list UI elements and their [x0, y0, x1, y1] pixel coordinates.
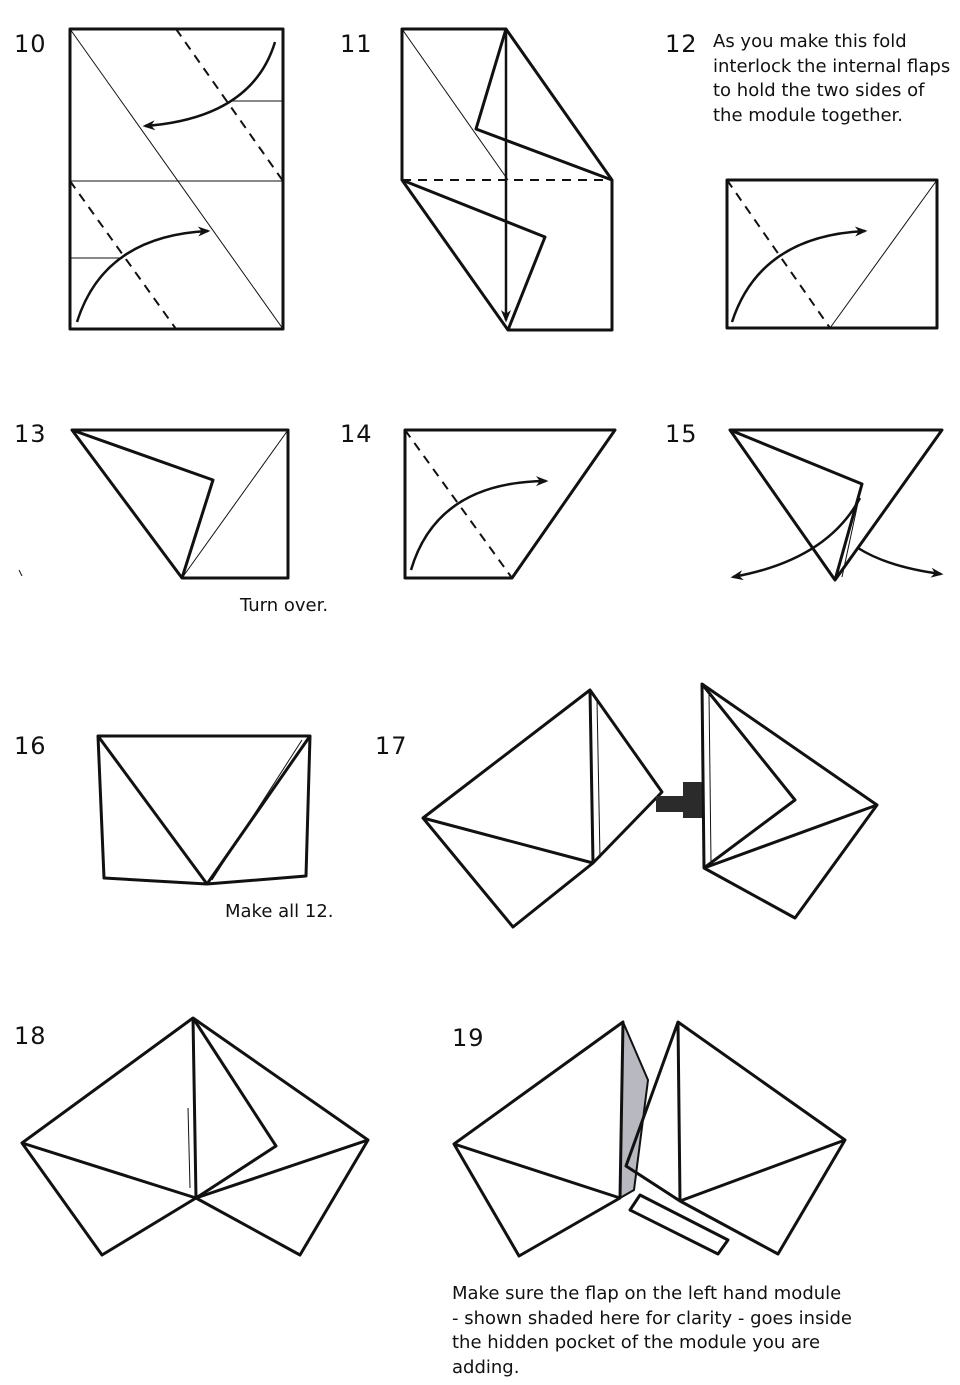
- step-10-diagram: [70, 29, 283, 329]
- step-number-16: 16: [14, 732, 47, 760]
- step-number-18: 18: [14, 1022, 47, 1050]
- step-16-diagram: [98, 736, 310, 884]
- step-18-diagram: [22, 1018, 368, 1255]
- step-15-diagram: [730, 430, 942, 580]
- step-11-diagram: [402, 29, 612, 330]
- step-number-15: 15: [665, 420, 698, 448]
- open-arrow-right: [858, 548, 941, 574]
- step-number-11: 11: [340, 30, 373, 58]
- step-12-instruction: As you make this fold interlock the internal flaps to hold the two sides of the module together.: [713, 31, 951, 126]
- step-12-diagram: [727, 180, 937, 328]
- step-number-17: 17: [375, 732, 408, 760]
- left-module: [423, 690, 662, 927]
- stray-mark: [19, 570, 22, 576]
- step-number-13: 13: [14, 420, 47, 448]
- step-14-diagram: [405, 430, 615, 578]
- fold-arrow: [732, 231, 865, 322]
- step-number-10: 10: [14, 30, 47, 58]
- step-16-caption: Make all 12.: [225, 901, 334, 922]
- step-19-diagram: [454, 1022, 845, 1256]
- step-19-instruction: Make sure the flap on the left hand module - shown shaded here for clarity - goes inside the hidden pocket of the module you are adding.: [452, 1283, 852, 1378]
- step-number-14: 14: [340, 420, 373, 448]
- step-13-caption: Turn over.: [240, 595, 329, 616]
- right-module: [702, 684, 877, 918]
- insert-arrow: [656, 782, 704, 818]
- step-17-diagram: [423, 684, 877, 927]
- fold-arrow-bottom: [77, 231, 208, 322]
- step-13-diagram: [72, 430, 288, 578]
- step-number-12: 12: [665, 30, 698, 58]
- open-arrow-left: [733, 498, 860, 577]
- step-number-19: 19: [452, 1024, 485, 1052]
- fold-arrow-top: [145, 42, 275, 126]
